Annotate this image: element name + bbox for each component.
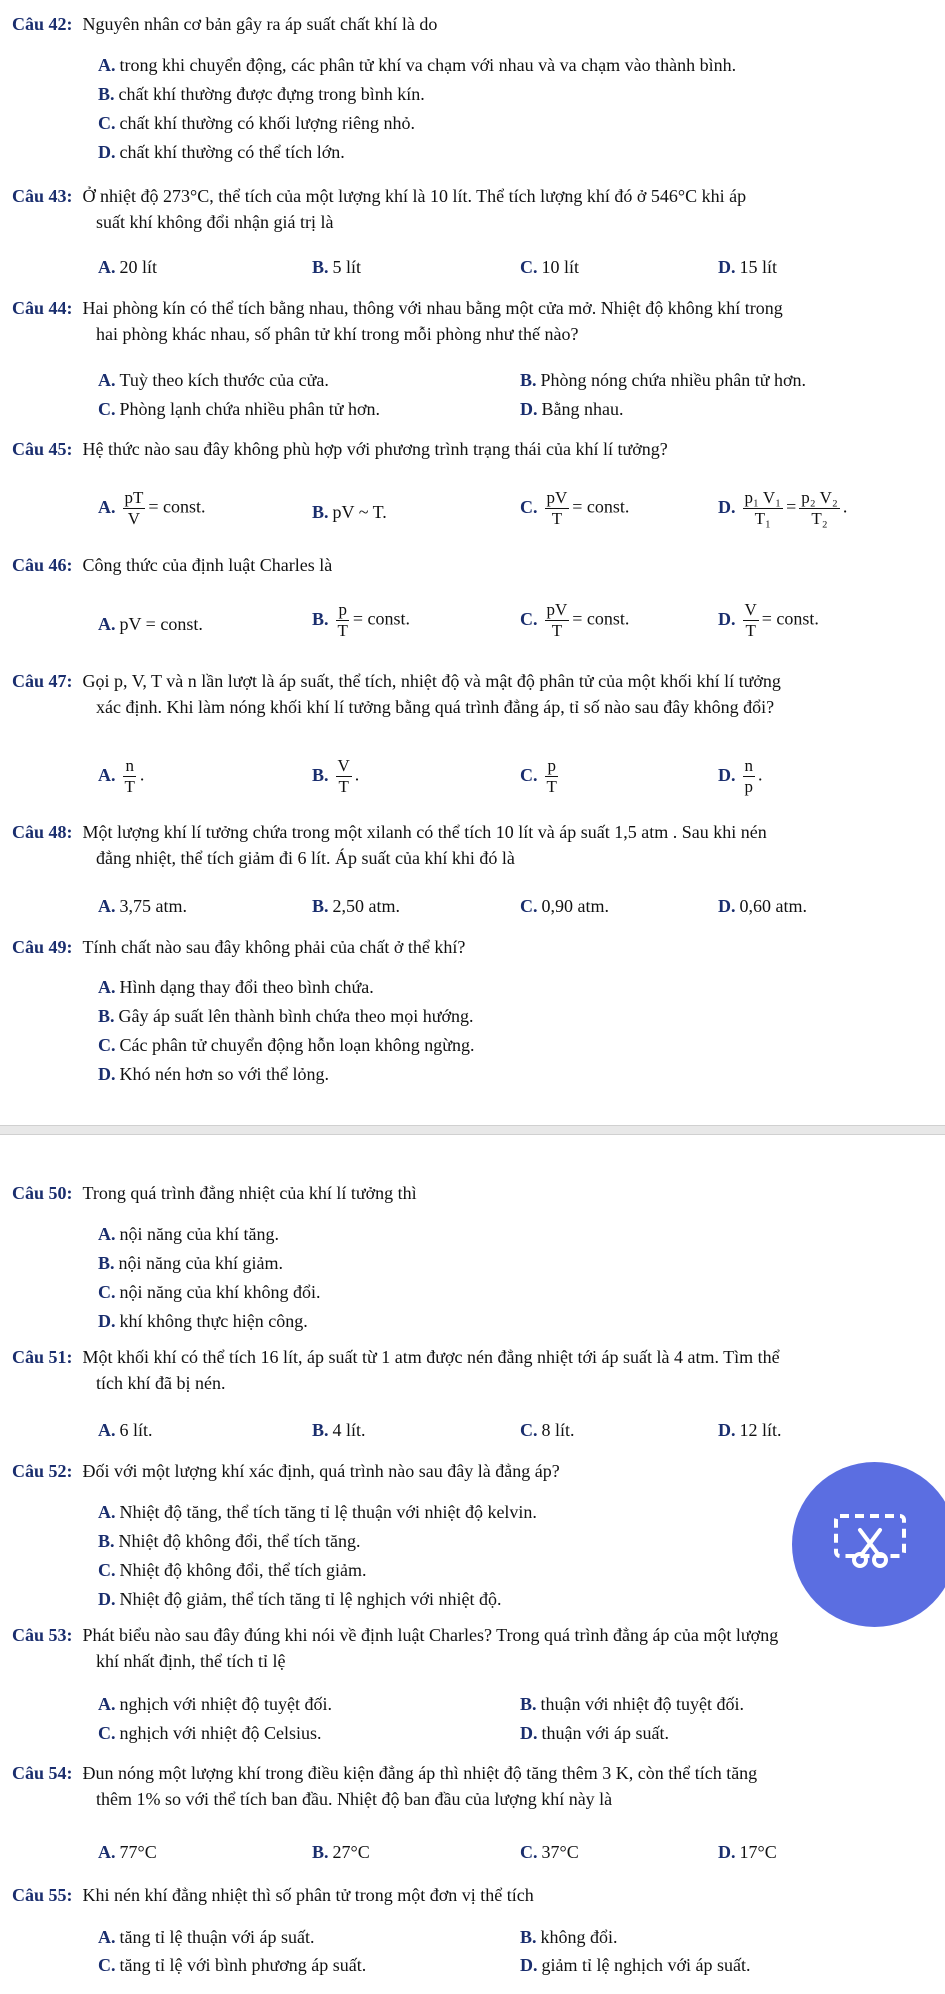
option-text: trong khi chuyển động, các phân tử khí va chạm với nhau và va chạm vào thành bình. bbox=[119, 55, 737, 75]
option-a bbox=[98, 53, 736, 77]
option-a bbox=[98, 756, 144, 797]
fraction bbox=[336, 756, 352, 797]
numerator: pV bbox=[546, 600, 568, 619]
question-55 bbox=[12, 1882, 937, 1908]
question-text: Đối với một lượng khí xác định, quá trình nào sau đây là đẳng áp? bbox=[82, 1461, 560, 1481]
option-letter: A. bbox=[98, 896, 116, 916]
option-a bbox=[98, 894, 187, 918]
option-text: chất khí thường có thể tích lớn. bbox=[119, 142, 345, 162]
question-number: Câu 43: bbox=[12, 186, 73, 206]
numerator: V bbox=[337, 756, 350, 775]
option-letter: D. bbox=[520, 1723, 538, 1743]
option-c bbox=[98, 1033, 474, 1057]
option-b bbox=[520, 368, 806, 392]
option-text: không đổi. bbox=[540, 1927, 618, 1947]
option-letter: D. bbox=[520, 399, 538, 419]
option-letter: A. bbox=[98, 1224, 116, 1244]
question-number: Câu 53: bbox=[12, 1625, 73, 1645]
fraction bbox=[743, 600, 759, 641]
option-letter: B. bbox=[312, 1420, 329, 1440]
question-42 bbox=[12, 11, 937, 37]
section-divider bbox=[0, 1125, 945, 1135]
question-text: Gọi p, V, T và n lần lượt là áp suất, thể tích, nhiệt độ và mật độ phân tử của một khối khí lí tưởng bbox=[82, 671, 781, 691]
question-number: Câu 49: bbox=[12, 937, 73, 957]
question-text: Một lượng khí lí tưởng chứa trong một xilanh có thể tích 10 lít và áp suất 1,5 atm . Sau khi nén bbox=[82, 822, 767, 842]
option-d bbox=[718, 600, 819, 641]
option-letter: B. bbox=[312, 608, 329, 629]
question-text: Trong quá trình đẳng nhiệt của khí lí tưởng thì bbox=[82, 1183, 417, 1203]
question-text: Khi nén khí đẳng nhiệt thì số phân tử trong một đơn vị thể tích bbox=[82, 1885, 534, 1905]
option-letter: A. bbox=[98, 55, 116, 75]
option-a bbox=[98, 1222, 279, 1246]
question-text: Một khối khí có thể tích 16 lít, áp suất từ 1 atm được nén đẳng nhiệt tới áp suất là 4 atm. Tìm thể bbox=[82, 1347, 780, 1367]
question-number: Câu 48: bbox=[12, 822, 73, 842]
option-letter: A. bbox=[98, 764, 116, 785]
option-letter: B. bbox=[312, 1842, 329, 1862]
option-letter: B. bbox=[98, 1531, 115, 1551]
option-c bbox=[98, 1280, 320, 1304]
option-text: giảm tỉ lệ nghịch với áp suất. bbox=[541, 1955, 751, 1975]
option-text: Khó nén hơn so với thể lỏng. bbox=[119, 1064, 330, 1084]
option-text: = const. bbox=[352, 608, 411, 629]
question-text: Hai phòng kín có thể tích bằng nhau, thông với nhau bằng một cửa mở. Nhiệt độ không khí trong bbox=[82, 298, 783, 318]
option-letter: C. bbox=[98, 1282, 116, 1302]
question-text-line2: thêm 1% so với thể tích ban đầu. Nhiệt độ ban đầu của lượng khí này là bbox=[96, 1789, 613, 1809]
option-text: nội năng của khí giảm. bbox=[118, 1253, 283, 1273]
option-letter: B. bbox=[312, 764, 329, 785]
question-47 bbox=[12, 668, 937, 720]
option-d bbox=[718, 488, 847, 529]
option-text: 0,90 atm. bbox=[541, 896, 609, 916]
option-c bbox=[98, 1953, 366, 1977]
denominator: T bbox=[337, 621, 348, 640]
option-letter: D. bbox=[718, 496, 736, 517]
option-a bbox=[98, 1925, 314, 1949]
option-text: thuận với nhiệt độ tuyệt đối. bbox=[540, 1694, 745, 1714]
question-54 bbox=[12, 1760, 937, 1812]
option-a bbox=[98, 1692, 332, 1716]
option-b bbox=[312, 255, 361, 279]
option-c bbox=[98, 1721, 322, 1745]
option-letter: D. bbox=[98, 142, 116, 162]
denominator: V bbox=[127, 509, 141, 528]
option-letter: A. bbox=[98, 977, 116, 997]
option-text: Nhiệt độ giảm, thể tích tăng tỉ lệ nghịch với nhiệt độ. bbox=[119, 1589, 502, 1609]
question-number: Câu 45: bbox=[12, 439, 73, 459]
numerator: n bbox=[125, 756, 134, 775]
option-letter: A. bbox=[98, 496, 116, 517]
option-text: tăng tỉ lệ với bình phương áp suất. bbox=[119, 1955, 367, 1975]
option-letter: A. bbox=[98, 1694, 116, 1714]
option-text: pV = const. bbox=[119, 614, 203, 634]
question-text: Công thức của định luật Charles là bbox=[82, 555, 333, 575]
question-text-line2: khí nhất định, thể tích tỉ lệ bbox=[96, 1651, 286, 1671]
fraction bbox=[336, 600, 350, 641]
option-letter: D. bbox=[718, 764, 736, 785]
option-d bbox=[718, 255, 777, 279]
option-text: 37°C bbox=[541, 1842, 579, 1862]
numerator: n bbox=[744, 756, 753, 775]
denominator: T bbox=[338, 777, 349, 796]
option-letter: C. bbox=[520, 1420, 538, 1440]
option-letter: D. bbox=[718, 1420, 736, 1440]
question-49 bbox=[12, 934, 937, 960]
option-a bbox=[98, 612, 203, 636]
option-c bbox=[520, 894, 609, 918]
option-letter: B. bbox=[312, 257, 329, 277]
option-c bbox=[520, 756, 562, 797]
option-d bbox=[98, 1587, 501, 1611]
option-b bbox=[312, 500, 387, 524]
option-text: Bằng nhau. bbox=[541, 399, 624, 419]
question-text: Nguyên nhân cơ bản gây ra áp suất chất khí là do bbox=[82, 14, 438, 34]
option-text: 10 lít bbox=[541, 257, 580, 277]
option-text: 77°C bbox=[119, 1842, 157, 1862]
option-a bbox=[98, 1418, 153, 1442]
option-b bbox=[520, 1925, 618, 1949]
option-text: = const. bbox=[572, 608, 630, 629]
question-text: Ở nhiệt độ 273°C, thể tích của một lượng khí là 10 lít. Thể tích lượng khí đó ở 546°C khi áp bbox=[82, 186, 747, 206]
option-text: nghịch với nhiệt độ tuyệt đối. bbox=[119, 1694, 332, 1714]
option-a bbox=[98, 1500, 537, 1524]
option-letter: B. bbox=[312, 896, 329, 916]
numerator: p₁ V₁ bbox=[744, 488, 782, 507]
numerator: pT bbox=[124, 488, 144, 507]
equals-sign: = bbox=[786, 496, 797, 517]
option-text: . bbox=[139, 764, 145, 785]
question-44 bbox=[12, 295, 937, 347]
option-letter: D. bbox=[98, 1589, 116, 1609]
denominator: p bbox=[744, 777, 753, 796]
option-letter: D. bbox=[98, 1311, 116, 1331]
question-text-line2: xác định. Khi làm nóng khối khí lí tưởng bằng quá trình đẳng áp, tỉ số nào sau đây không đổi? bbox=[96, 697, 775, 717]
option-text: = const. bbox=[572, 496, 630, 517]
option-text: . bbox=[842, 496, 848, 517]
question-45 bbox=[12, 436, 937, 462]
fraction bbox=[123, 756, 137, 797]
option-text: 3,75 atm. bbox=[119, 896, 187, 916]
option-text: Gây áp suất lên thành bình chứa theo mọi hướng. bbox=[118, 1006, 474, 1026]
option-letter: D. bbox=[718, 608, 736, 629]
fraction bbox=[545, 756, 559, 797]
question-number: Câu 55: bbox=[12, 1885, 73, 1905]
option-letter: C. bbox=[98, 1955, 116, 1975]
option-text: nội năng của khí không đổi. bbox=[119, 1282, 321, 1302]
fraction bbox=[799, 488, 840, 529]
option-c bbox=[98, 1558, 366, 1582]
option-b bbox=[312, 1418, 366, 1442]
option-c bbox=[520, 1840, 579, 1864]
option-letter: C. bbox=[98, 1560, 116, 1580]
question-text-line2: đẳng nhiệt, thể tích giảm đi 6 lít. Áp suất của khí khi đó là bbox=[96, 848, 515, 868]
option-text: . bbox=[354, 764, 360, 785]
option-text: Các phân tử chuyển động hỗn loạn không ngừng. bbox=[119, 1035, 475, 1055]
denominator: T₂ bbox=[811, 509, 828, 528]
option-letter: D. bbox=[520, 1955, 538, 1975]
question-43 bbox=[12, 183, 937, 235]
question-46 bbox=[12, 552, 937, 578]
option-letter: C. bbox=[520, 496, 538, 517]
option-a bbox=[98, 488, 206, 529]
option-letter: A. bbox=[98, 1420, 116, 1440]
option-c bbox=[520, 600, 629, 641]
option-text: Phòng nóng chứa nhiều phân tử hơn. bbox=[540, 370, 807, 390]
option-letter: C. bbox=[98, 1723, 116, 1743]
option-letter: A. bbox=[98, 370, 116, 390]
option-d bbox=[718, 894, 807, 918]
option-letter: C. bbox=[520, 896, 538, 916]
option-c bbox=[98, 111, 415, 135]
option-b bbox=[312, 756, 359, 797]
option-text: Nhiệt độ không đổi, thể tích giảm. bbox=[119, 1560, 367, 1580]
option-b bbox=[98, 1529, 360, 1553]
option-d bbox=[98, 140, 345, 164]
option-letter: B. bbox=[520, 370, 537, 390]
option-letter: B. bbox=[98, 1006, 115, 1026]
option-letter: D. bbox=[718, 896, 736, 916]
numerator: V bbox=[744, 600, 757, 619]
option-letter: C. bbox=[520, 257, 538, 277]
option-b bbox=[520, 1692, 744, 1716]
option-text: nội năng của khí tăng. bbox=[119, 1224, 279, 1244]
option-a bbox=[98, 1840, 157, 1864]
fraction bbox=[743, 756, 756, 797]
numerator: pV bbox=[546, 488, 568, 507]
option-b bbox=[312, 600, 410, 641]
option-letter: B. bbox=[520, 1927, 537, 1947]
scissors-crop-icon bbox=[832, 1512, 908, 1572]
option-letter: A. bbox=[98, 1927, 116, 1947]
question-48 bbox=[12, 819, 937, 871]
question-number: Câu 54: bbox=[12, 1763, 73, 1783]
question-number: Câu 42: bbox=[12, 14, 73, 34]
option-letter: C. bbox=[98, 113, 116, 133]
option-text: Tuỳ theo kích thước của cửa. bbox=[119, 370, 329, 390]
option-d bbox=[520, 1953, 750, 1977]
option-d bbox=[718, 1840, 777, 1864]
option-text: pV ~ T. bbox=[332, 502, 387, 522]
option-text: 8 lít. bbox=[541, 1420, 575, 1440]
option-d bbox=[520, 1721, 669, 1745]
option-text: tăng tỉ lệ thuận với áp suất. bbox=[119, 1927, 315, 1947]
question-number: Câu 47: bbox=[12, 671, 73, 691]
denominator: T₁ bbox=[754, 509, 771, 528]
question-number: Câu 51: bbox=[12, 1347, 73, 1367]
option-letter: A. bbox=[98, 1502, 116, 1522]
option-d bbox=[98, 1062, 329, 1086]
option-letter: C. bbox=[520, 764, 538, 785]
fraction bbox=[545, 488, 570, 529]
question-52 bbox=[12, 1458, 937, 1484]
option-text: . bbox=[758, 764, 763, 785]
option-text: Hình dạng thay đổi theo bình chứa. bbox=[119, 977, 374, 997]
denominator: T bbox=[124, 777, 135, 796]
screenshot-crop-button[interactable] bbox=[792, 1462, 945, 1627]
fraction bbox=[743, 488, 784, 529]
option-text: Nhiệt độ không đổi, thể tích tăng. bbox=[118, 1531, 361, 1551]
option-b bbox=[98, 1251, 283, 1275]
fraction bbox=[545, 600, 570, 641]
question-51 bbox=[12, 1344, 937, 1396]
question-text-line2: tích khí đã bị nén. bbox=[96, 1373, 226, 1393]
question-number: Câu 44: bbox=[12, 298, 73, 318]
denominator: T bbox=[745, 621, 756, 640]
option-c bbox=[520, 255, 579, 279]
option-letter: D. bbox=[718, 257, 736, 277]
option-letter: C. bbox=[98, 399, 116, 419]
option-a bbox=[98, 368, 329, 392]
option-text: 2,50 atm. bbox=[332, 896, 401, 916]
question-text-line2: suất khí không đổi nhận giá trị là bbox=[96, 212, 334, 232]
option-text: 20 lít bbox=[119, 257, 158, 277]
option-text: Phòng lạnh chứa nhiều phân tử hơn. bbox=[119, 399, 380, 419]
option-letter: B. bbox=[98, 1253, 115, 1273]
option-b bbox=[98, 82, 425, 106]
question-number: Câu 46: bbox=[12, 555, 73, 575]
question-number: Câu 50: bbox=[12, 1183, 73, 1203]
option-text: 0,60 atm. bbox=[739, 896, 807, 916]
option-text: 6 lít. bbox=[119, 1420, 153, 1440]
option-text: thuận với áp suất. bbox=[541, 1723, 669, 1743]
fraction bbox=[123, 488, 146, 529]
option-d bbox=[520, 397, 623, 421]
question-text: Hệ thức nào sau đây không phù hợp với phương trình trạng thái của khí lí tưởng? bbox=[82, 439, 668, 459]
option-letter: A. bbox=[98, 1842, 116, 1862]
question-text: Đun nóng một lượng khí trong điều kiện đẳng áp thì nhiệt độ tăng thêm 3 K, còn thể tích tăng bbox=[82, 1763, 758, 1783]
question-50 bbox=[12, 1180, 937, 1206]
option-c bbox=[98, 397, 380, 421]
question-text: Phát biểu nào sau đây đúng khi nói về định luật Charles? Trong quá trình đẳng áp của một lượng bbox=[82, 1625, 779, 1645]
option-text: 15 lít bbox=[739, 257, 778, 277]
question-text: Tính chất nào sau đây không phải của chất ở thể khí? bbox=[82, 937, 466, 957]
option-text: = const. bbox=[761, 608, 819, 629]
numerator: p₂ V₂ bbox=[801, 488, 838, 507]
option-letter: C. bbox=[520, 1842, 538, 1862]
option-letter: D. bbox=[98, 1064, 116, 1084]
option-d bbox=[718, 756, 763, 797]
question-53 bbox=[12, 1622, 937, 1674]
option-b bbox=[98, 1004, 473, 1028]
option-text: = const. bbox=[148, 496, 206, 517]
option-a bbox=[98, 255, 157, 279]
option-letter: B. bbox=[520, 1694, 537, 1714]
option-text: 12 lít. bbox=[739, 1420, 782, 1440]
option-letter: C. bbox=[520, 608, 538, 629]
option-text: chất khí thường được đựng trong bình kín. bbox=[118, 84, 425, 104]
option-letter: B. bbox=[312, 502, 329, 522]
option-text: 5 lít bbox=[332, 257, 362, 277]
denominator: T bbox=[546, 777, 557, 796]
option-text: nghịch với nhiệt độ Celsius. bbox=[119, 1723, 322, 1743]
option-text: Nhiệt độ tăng, thể tích tăng tỉ lệ thuận với nhiệt độ kelvin. bbox=[119, 1502, 537, 1522]
question-number: Câu 52: bbox=[12, 1461, 73, 1481]
option-d bbox=[718, 1418, 782, 1442]
numerator: p bbox=[338, 600, 347, 619]
option-letter: B. bbox=[98, 84, 115, 104]
option-letter: C. bbox=[98, 1035, 116, 1055]
option-letter: D. bbox=[718, 1842, 736, 1862]
option-d bbox=[98, 1309, 308, 1333]
option-b bbox=[312, 1840, 370, 1864]
option-text: 4 lít. bbox=[332, 1420, 366, 1440]
option-text: 27°C bbox=[332, 1842, 370, 1862]
option-text: khí không thực hiện công. bbox=[119, 1311, 308, 1331]
denominator: T bbox=[551, 509, 563, 528]
option-c bbox=[520, 488, 629, 529]
option-letter: A. bbox=[98, 614, 116, 634]
option-text: chất khí thường có khối lượng riêng nhỏ. bbox=[119, 113, 416, 133]
question-text-line2: hai phòng khác nhau, số phân tử khí trong mỗi phòng như thế nào? bbox=[96, 324, 579, 344]
numerator: p bbox=[547, 756, 556, 775]
denominator: T bbox=[551, 621, 563, 640]
option-b bbox=[312, 894, 400, 918]
option-c bbox=[520, 1418, 575, 1442]
option-a bbox=[98, 975, 374, 999]
option-text: 17°C bbox=[739, 1842, 777, 1862]
option-letter: A. bbox=[98, 257, 116, 277]
